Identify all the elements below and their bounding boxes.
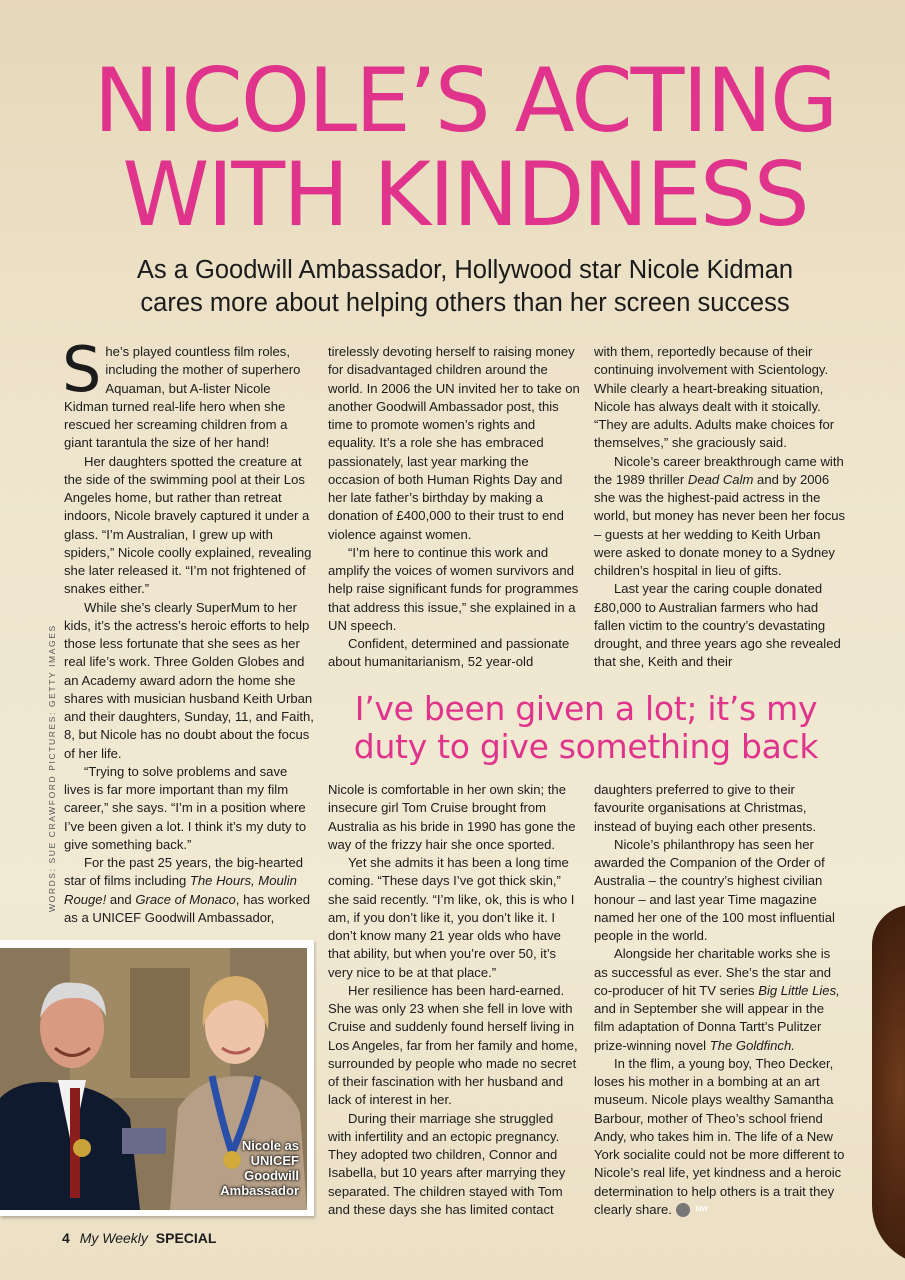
body-paragraph: For the past 25 years, the big-hearted star of films including The Hours, Moulin Rouge! and Grace of Monaco, has worked as a UNICEF Goodwill Ambassador, — [64, 855, 311, 925]
pull-quote — [322, 690, 850, 766]
photo-image — [0, 948, 307, 1210]
section-name: SPECIAL — [155, 1230, 217, 1246]
magazine-name: My Weekly — [79, 1230, 148, 1246]
end-mark-icon: MW — [676, 1203, 690, 1217]
body-paragraph: Nicole’s philanthropy has seen her awarded the Companion of the Order of Australia – the country’s highest civilian honour – and last year Time magazine named her one of the 100 most influential people in the world. — [594, 836, 835, 943]
photo-frame — [0, 940, 314, 1216]
headline-line-2: WITH KINDNESS — [122, 143, 808, 246]
photo-caption: Nicole as UNICEF Goodwill Ambassador — [220, 1138, 299, 1198]
drop-cap: S — [62, 333, 102, 406]
body-paragraph: Nicole is comfortable in her own skin; the insecure girl Tom Cruise brought from Australia as his bride in 1990 has gone the way of the frizzy hair she once sported. — [328, 782, 576, 852]
standfirst-line-1: As a Goodwill Ambassador, Hollywood star Nicole Kidman — [136, 256, 794, 284]
body-column-3 — [594, 343, 846, 672]
body-paragraph: She’s played countless film roles, including the mother of superhero Aquaman, but A-lister Nicole Kidman turned real-life hero when she rescued her screaming children from a giant tarantula the size of her hand! — [62, 333, 301, 451]
headline — [40, 49, 890, 246]
body-paragraph: Confident, determined and passionate about humanitarianism, 52 year-old — [328, 636, 570, 670]
body-paragraph: tirelessly devoting herself to raising money for disadvantaged children around the world. In 2006 the UN invited her to take on another Goodwill Ambassador post, this time to promote women’s rights and equality. It’s a role she has embraced passionately, last year marking the occasion of both Human Rights Day and her late father’s birthday by making a donation of £400,000 to their trust to end violence against women. — [328, 344, 580, 542]
body-paragraph: Her resilience has been hard-earned. She was only 23 when she fell in love with Cruise and suddenly found herself living in Los Angeles, far from her family and home, surrounded by people who made no secret of their fascination with her husband and lack of interest in her. — [328, 982, 578, 1108]
body-paragraph: Last year the caring couple donated £80,000 to Australian farmers who had fallen victim to the country’s devastating drought, and three years ago she revealed that she, Keith and their — [594, 581, 841, 670]
body-column-2-lower — [328, 781, 580, 1219]
body-paragraph: During their marriage she struggled with infertility and an ectopic pregnancy. They adopted two children, Connor and Isabella, but 10 years after marrying they separated. The children stayed with Tom and these days she has limited contact — [328, 1110, 566, 1217]
page-number: 4 — [62, 1230, 70, 1246]
body-paragraph: daughters preferred to give to their favourite organisations at Christmas, instead of buying each other presents. — [594, 782, 817, 834]
body-column-1 — [62, 333, 314, 927]
pull-quote-line-1: I’ve been given a lot; it’s my — [354, 689, 818, 728]
body-column-2 — [328, 343, 580, 672]
decorative-edge-image — [872, 905, 905, 1265]
body-paragraph: While she’s clearly SuperMum to her kids, it’s the actress’s heroic efforts to help those less fortunate that she sees as her real life’s work. Three Golden Globes and an Academy award adorn the home she shares with musician husband Keith Urban and their daughters, Sunday, 11, and Faith, 8, but Nicole has no doubt about the focus of her life. — [64, 599, 314, 761]
body-paragraph: In the flim, a young boy, Theo Decker, loses his mother in a bombing at an art museum. Nicole plays wealthy Samantha Barbour, mother of Theo’s school friend Andy, who takes him in. The life of a New York socialite could not be more different to Nicole’s real life, yet kindness and a heroic determination to help others is a trait they clearly share. MW — [594, 1055, 845, 1217]
standfirst — [40, 254, 890, 320]
headline-line-1: NICOLE’S ACTING — [93, 49, 837, 152]
standfirst-line-2: cares more about helping others than her screen success — [140, 289, 790, 317]
body-paragraph: with them, reportedly because of their continuing involvement with Scientology. While clearly a heart-breaking situation, Nicole has always dealt with it stoically. “They are adults. Adults make choices for themselves,” she graciously said. — [594, 344, 835, 451]
photo-credit: WORDS: SUE CRAWFORD PICTURES: GETTY IMAGES — [47, 624, 57, 912]
body-paragraph: “Trying to solve problems and save lives is far more important than my film career,” she says. “I’m in a position where I’ve been given a lot. I think it’s my duty to give something back.” — [64, 763, 307, 852]
body-paragraph: Her daughters spotted the creature at the side of the swimming pool at their Los Angeles home, but rather than retreat indoors, Nicole bravely captured it under a glass. “I’m Australian, I grew up with spiders,” Nicole coolly explained, revealing she later released it. “I’m not frightened of snakes either.” — [64, 453, 312, 597]
pull-quote-line-2: duty to give something back — [353, 727, 819, 766]
body-paragraph: Yet she admits it has been a long time coming. “These days I’ve got thick skin,” she said recently. “I’m like, ok, this is who I am, if you don’t like it, you don’t like it. I don’t know many 21 year olds who have that ability, but when you’re over 50, it’s very nice to be at that place.” — [328, 855, 575, 980]
body-column-3-lower — [594, 781, 846, 1219]
page-footer — [62, 1230, 216, 1246]
body-paragraph: Nicole’s career breakthrough came with the 1989 thriller Dead Calm and by 2006 she was the highest-paid actress in the world, but money has never been her focus – guests at her wedding to Keith Urban were asked to donate money to a Sydney children’s hospital in lieu of gifts. — [594, 453, 846, 578]
body-paragraph: Alongside her charitable works she is as successful as ever. She’s the star and co-producer of hit TV series Big Little Lies, and in September she will appear in the film adaptation of Donna Tartt’s Pulitzer prize-winning novel The Goldfinch. — [594, 946, 840, 1053]
body-paragraph: “I’m here to continue this work and amplify the voices of women survivors and help raise significant funds for programmes that address this issue,” she explained in a UN speech. — [328, 544, 579, 633]
